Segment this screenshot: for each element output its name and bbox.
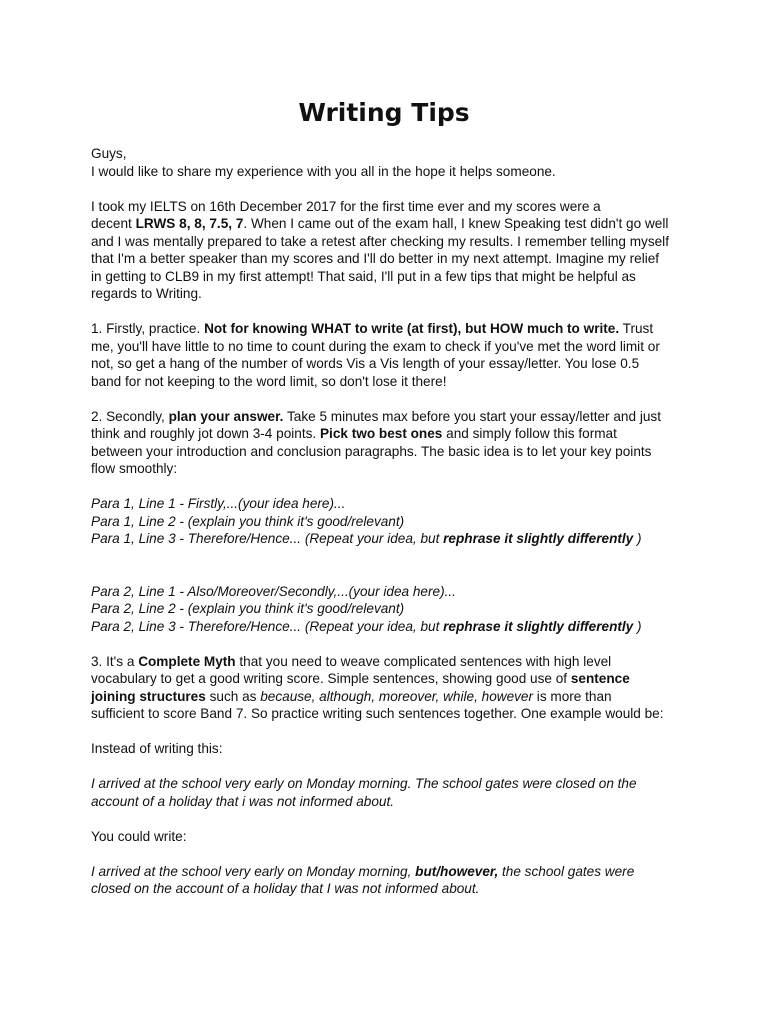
scores-highlight: LRWS 8, 8, 7.5, 7 [135,216,244,231]
tip-1-line: me, you'll have little to no time to count during the exam to check if you've met the word limit or [91,338,660,354]
tip-3-highlight: sentence [570,671,630,686]
tip-1-line: 1. Firstly, practice. Not for knowing WHAT to write (at first), but HOW much to write. Trust [91,321,654,336]
tip-3-highlight: joining structures [91,688,206,704]
tip-1-line: not, so get a hang of the number of words Vis a Vis length of your essay/letter. You lose 0.5 [91,356,640,371]
format-line: Para 1, Line 3 - Therefore/Hence... (Repeat your idea, but rephrase it slightly differently ) [91,531,642,546]
format-line: Para 1, Line 1 - Firstly,...(your idea here)... [91,496,346,511]
example-highlight: but/however, [415,863,499,879]
tip-2-line: between your introduction and conclusion paragraphs. The basic idea is to let your key points [91,443,652,459]
tip-1-highlight: Not for knowing WHAT to write (at first), but HOW much to write. [204,321,620,336]
format-line: Para 2, Line 3 - Therefore/Hence... (Repeat your idea, but rephrase it slightly differently ) [91,618,642,634]
paragraph-line: and I was mentally prepared to take a retest after checking my results. I remember telling myself [91,233,669,249]
example-good-line: closed on the account of a holiday that I was not informed about. [91,881,480,896]
format-highlight: rephrase it slightly differently [443,531,634,546]
tip-3-highlight: Complete Myth [138,653,236,669]
intro-sentence: I would like to share my experience with you all in the hope it helps someone. [91,163,556,179]
page-title: Writing Tips [298,98,470,127]
tip-2-line: flow smoothly: [91,461,178,476]
paragraph-line: regards to Writing. [91,286,202,301]
tip-3-line: vocabulary to get a good writing score. Simple sentences, showing good use of sentence [91,671,630,686]
paragraph-line: in getting to CLB9 in my first attempt! That said, I'll put in a few tips that might be helpful as [91,268,636,284]
format-line: Para 2, Line 1 - Also/Moreover/Secondly,...(your idea here)... [91,583,456,599]
tip-3-italic: because, although, moreover, while, however [260,688,534,704]
tip-3-line: sufficient to score Band 7. So practice writing such sentences together. One example would be: [91,706,664,721]
example-bad-line: account of a holiday that i was not informed about. [91,793,395,809]
example-label: You could write: [91,828,187,844]
tip-3-line: 3. It's a Complete Myth that you need to weave complicated sentences with high level [91,653,612,669]
greeting-line: Guys, [91,146,127,161]
tip-2-line: 2. Secondly, plan your answer. Take 5 minutes max before you start your essay/letter and just [91,408,661,424]
paragraph-line: decent LRWS 8, 8, 7.5, 7. When I came out of the exam hall, I knew Speaking test didn't go well [91,216,669,231]
format-highlight: rephrase it slightly differently [443,618,634,634]
tip-2-highlight: Pick two best ones [319,426,443,441]
paragraph-line: that I'm a better speaker than my scores and I'll do better in my next attempt. Imagine my relief [91,251,660,266]
document-body [91,145,691,898]
tip-3-line: joining structures such as because, although, moreover, while, however is more than [91,688,612,704]
example-bad-line: I arrived at the school very early on Monday morning. The school gates were closed on the [91,776,637,791]
example-good-line: I arrived at the school very early on Monday morning, but/however, the school gates were [91,863,635,879]
format-line: Para 1, Line 2 - (explain you think it's good/relevant) [91,513,405,529]
tip-2-highlight: plan your answer. [168,408,284,424]
example-label: Instead of writing this: [91,741,223,756]
paragraph-line: I took my IELTS on 16th December 2017 for the first time ever and my scores were a [91,198,601,214]
tip-1-line: band for not keeping to the word limit, so don't lose it there! [91,373,447,389]
tip-2-line: think and roughly jot down 3-4 points. Pick two best ones and simply follow this format [91,426,617,441]
format-line: Para 2, Line 2 - (explain you think it's good/relevant) [91,601,405,616]
